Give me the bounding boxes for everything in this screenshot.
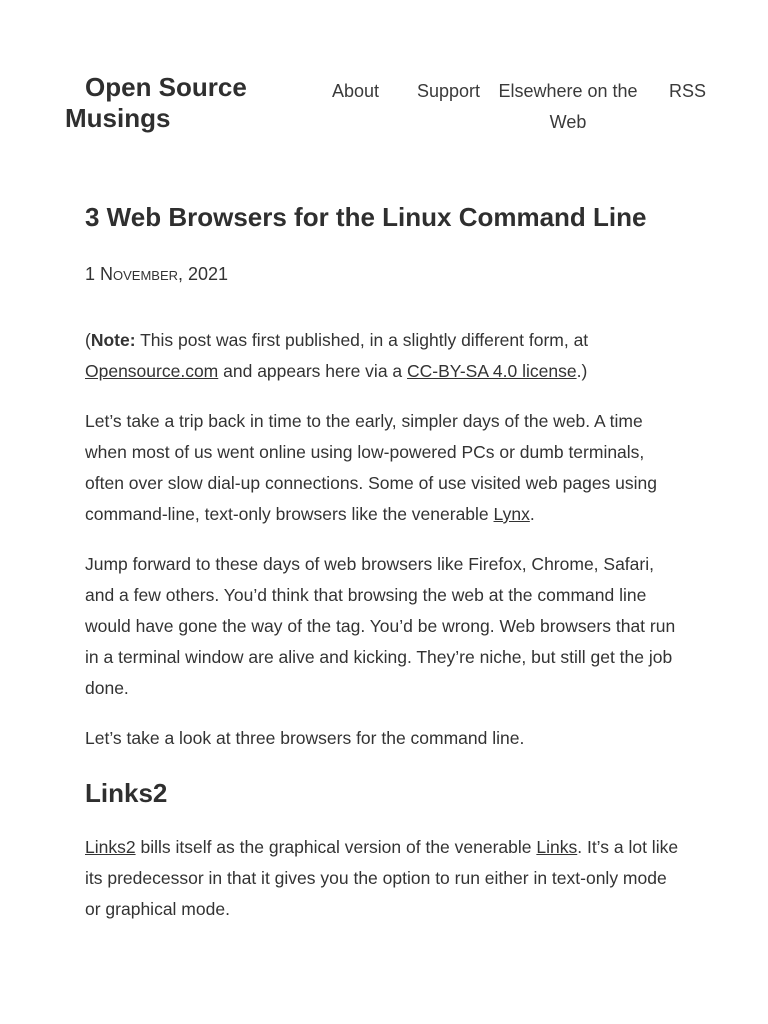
paragraph-text: Let’s take a trip back in time to the early, simpler days of the web. A time when most of us went online using low-powered PCs or dumb terminals, often over slow dial-up connections. Some of use visited web pages using command-line, text-only browsers like the venerable bbox=[85, 411, 657, 524]
post-date: 1 November, 2021 bbox=[85, 264, 229, 284]
body-paragraph: Let’s take a look at three browsers for the command line. bbox=[85, 728, 525, 748]
note-text: and appears here via a bbox=[218, 361, 408, 381]
note-paragraph bbox=[85, 325, 685, 387]
intro-paragraph bbox=[85, 406, 685, 530]
lynx-link[interactable]: Lynx bbox=[493, 504, 530, 524]
links-link[interactable]: Links bbox=[536, 837, 578, 857]
nav-support-link[interactable]: Support bbox=[417, 81, 481, 101]
site-title[interactable]: Open Source Musings bbox=[65, 72, 247, 133]
opensource-link[interactable]: Opensource.com bbox=[85, 361, 219, 381]
license-link[interactable]: CC-BY-SA 4.0 license bbox=[407, 361, 577, 381]
paragraph-text: . It’s a lot like its predecessor in that it gives you the option to run either in text-only mode or graphical mode. bbox=[85, 837, 679, 919]
body-paragraph: Jump forward to these days of web browsers like Firefox, Chrome, Safari, and a few others. You’d think that browsing the web at the command line would have gone the way of the tag. You’d be wrong. Web browsers that run in a terminal window are alive and kicking. They’re niche, but still get the job done. bbox=[85, 554, 676, 698]
paragraph-text: . bbox=[529, 504, 535, 524]
nav-elsewhere-link[interactable]: Elsewhere on the Web bbox=[498, 81, 638, 132]
post-content bbox=[85, 325, 685, 944]
paragraph-text: bills itself as the graphical version of the venerable bbox=[135, 837, 537, 857]
note-text: .) bbox=[576, 361, 588, 381]
note-text: This post was first published, in a slightly different form, at bbox=[135, 330, 589, 350]
section-heading: Links2 bbox=[85, 778, 168, 808]
post-title: 3 Web Browsers for the Linux Command Line bbox=[85, 202, 647, 232]
links2-link[interactable]: Links2 bbox=[85, 837, 136, 857]
note-open-paren: ( bbox=[85, 330, 91, 350]
links2-paragraph bbox=[85, 832, 685, 925]
nav-rss-link[interactable]: RSS bbox=[669, 81, 707, 101]
nav-about-link[interactable]: About bbox=[332, 81, 380, 101]
note-label: Note: bbox=[90, 330, 136, 350]
